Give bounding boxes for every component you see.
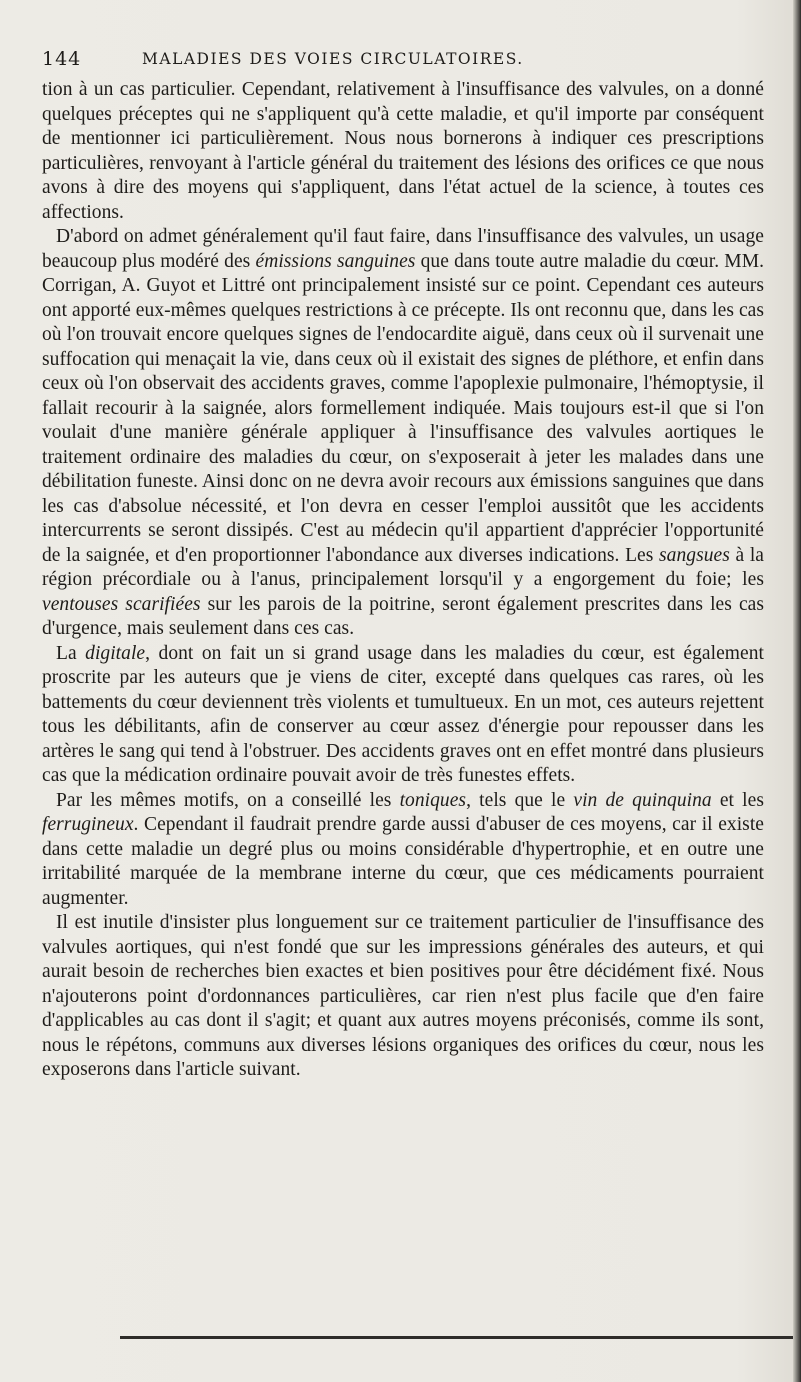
italic-term: vin de quinquina <box>573 789 712 811</box>
text-segment: et les <box>711 789 764 811</box>
page-header <box>42 48 771 76</box>
page-number: 144 <box>42 48 82 70</box>
text-segment: , tels que le <box>466 789 574 811</box>
text-segment: La <box>56 642 86 664</box>
italic-term: ferrugineux <box>42 814 134 835</box>
text-segment: , dont on fait un si grand usage dans les maladies du cœur, est également proscrite par les auteurs que je viens de citer, excepté dans quelques cas rares, où les battements du cœur deviennent très violents et tumultueux. En un mot, ces auteurs rejettent tous les débilitants, afin de conserver au cœur assez d'énergie pour repousser dans les artères le sang qui tend à l'obstruer. Des accidents graves ont en effet montré dans plusieurs cas que la médication ordinaire pouvait avoir de très funestes effets. <box>42 642 764 786</box>
text-segment: D'abord on admet généralement qu'il faut faire, dans l'insuffisance des valvules, un usage beaucoup plus modéré des <box>42 226 764 272</box>
text-segment: à la région précordiale ou à l'anus, principalement lorsqu'il y a engorgement du foie; les <box>42 544 764 590</box>
text-segment: que dans toute autre maladie du cœur. MM. Corrigan, A. Guyot et Littré ont principalement insisté sur ce point. Cependant ces auteurs ont apporté eux-mêmes quelques restrictions à ce précepte. Ils ont reconnu que, dans les cas où l'on trouvait encore quelques signes de l'endocardite aiguë, dans ceux où il survenait une suffocation qui menaçait la vie, dans ceux où il existait des signes de pléthore, et enfin dans ceux où l'on observait des accidents graves, comme l'apoplexie pulmonaire, l'hémoptysie, il fallait recourir à la saignée, alors formellement indiquée. Mais toujours est-il que si l'on voulait d'une manière générale appliquer à l'insuffisance des valvules aortiques le traitement ordinaire des maladies du cœur, on s'exposerait à jeter les malades dans une débilitation funeste. Ainsi donc on ne devra avoir recours aux émissions sanguines que dans les cas d'absolue nécessité, et l'on devra en cesser l'emploi aussitôt que les accidents intercurrents se seront dissipés. C'est au médecin qu'il appartient d'apprécier l'opportunité de la saignée, et d'en proportionner l'abondance aux diverses indications. Les <box>42 250 765 566</box>
italic-term: ventouses scarifiées <box>42 593 201 615</box>
italic-term: sangsues <box>659 544 730 566</box>
text-segment: Par les mêmes motifs, on a conseillé les <box>56 789 400 811</box>
paragraph-2 <box>42 225 764 642</box>
text-segment: tion à un cas particulier. Cependant, relativement à l'insuffisance des valvules, on a donné quelques préceptes qui ne s'appliquent qu'à cette maladie, et qu'il importe par conséquent de mentionner ici particulièrement. Nous nous bornerons à indiquer ces prescriptions particulières, renvoyant à l'article général du traitement des lésions des orifices ce que nous avons à dire des moyens qui s'appliquent, dans l'état actuel de la science, à toutes ces affections. <box>42 79 764 223</box>
italic-term: toniques <box>399 789 467 811</box>
page-edge-shadow <box>793 0 801 1382</box>
bottom-rule <box>120 1336 795 1339</box>
paragraph-4 <box>42 789 764 912</box>
paragraph-5 <box>42 911 764 1083</box>
running-head: MALADIES DES VOIES CIRCULATOIRES. <box>142 50 524 68</box>
text-segment: sur les parois de la poitrine, seront également prescrites dans les cas d'urgence, mais seulement dans ces cas. <box>42 593 764 639</box>
text-segment: . Cependant il faudrait prendre garde aussi d'abuser de ces moyens, car il existe dans cette maladie un degré plus ou moins considérable d'hypertrophie, et en outre une irritabilité marquée de la membrane interne du cœur, que ces médicaments pourraient augmenter. <box>42 814 764 909</box>
italic-term: émissions sanguines <box>255 250 416 272</box>
paragraph-1 <box>42 78 764 225</box>
text-segment: Il est inutile d'insister plus longuement sur ce traitement particulier de l'insuffisance des valvules aortiques, qui n'est fondé que sur les impressions générales des auteurs, et qui aurait besoin de recherches bien exactes et bien positives pour être décidément fixé. Nous n'ajouterons point d'ordonnances particulières, car rien n'est plus facile que d'en faire d'applicables au cas dont il s'agit; et quant aux autres moyens préconisés, comme ils sont, nous le répétons, communs aux diverses lésions organiques des orifices du cœur, nous les exposerons dans l'article suivant. <box>42 912 764 1080</box>
paragraph-3 <box>42 642 764 789</box>
body-text <box>42 78 764 1083</box>
italic-term: digitale <box>85 642 146 664</box>
